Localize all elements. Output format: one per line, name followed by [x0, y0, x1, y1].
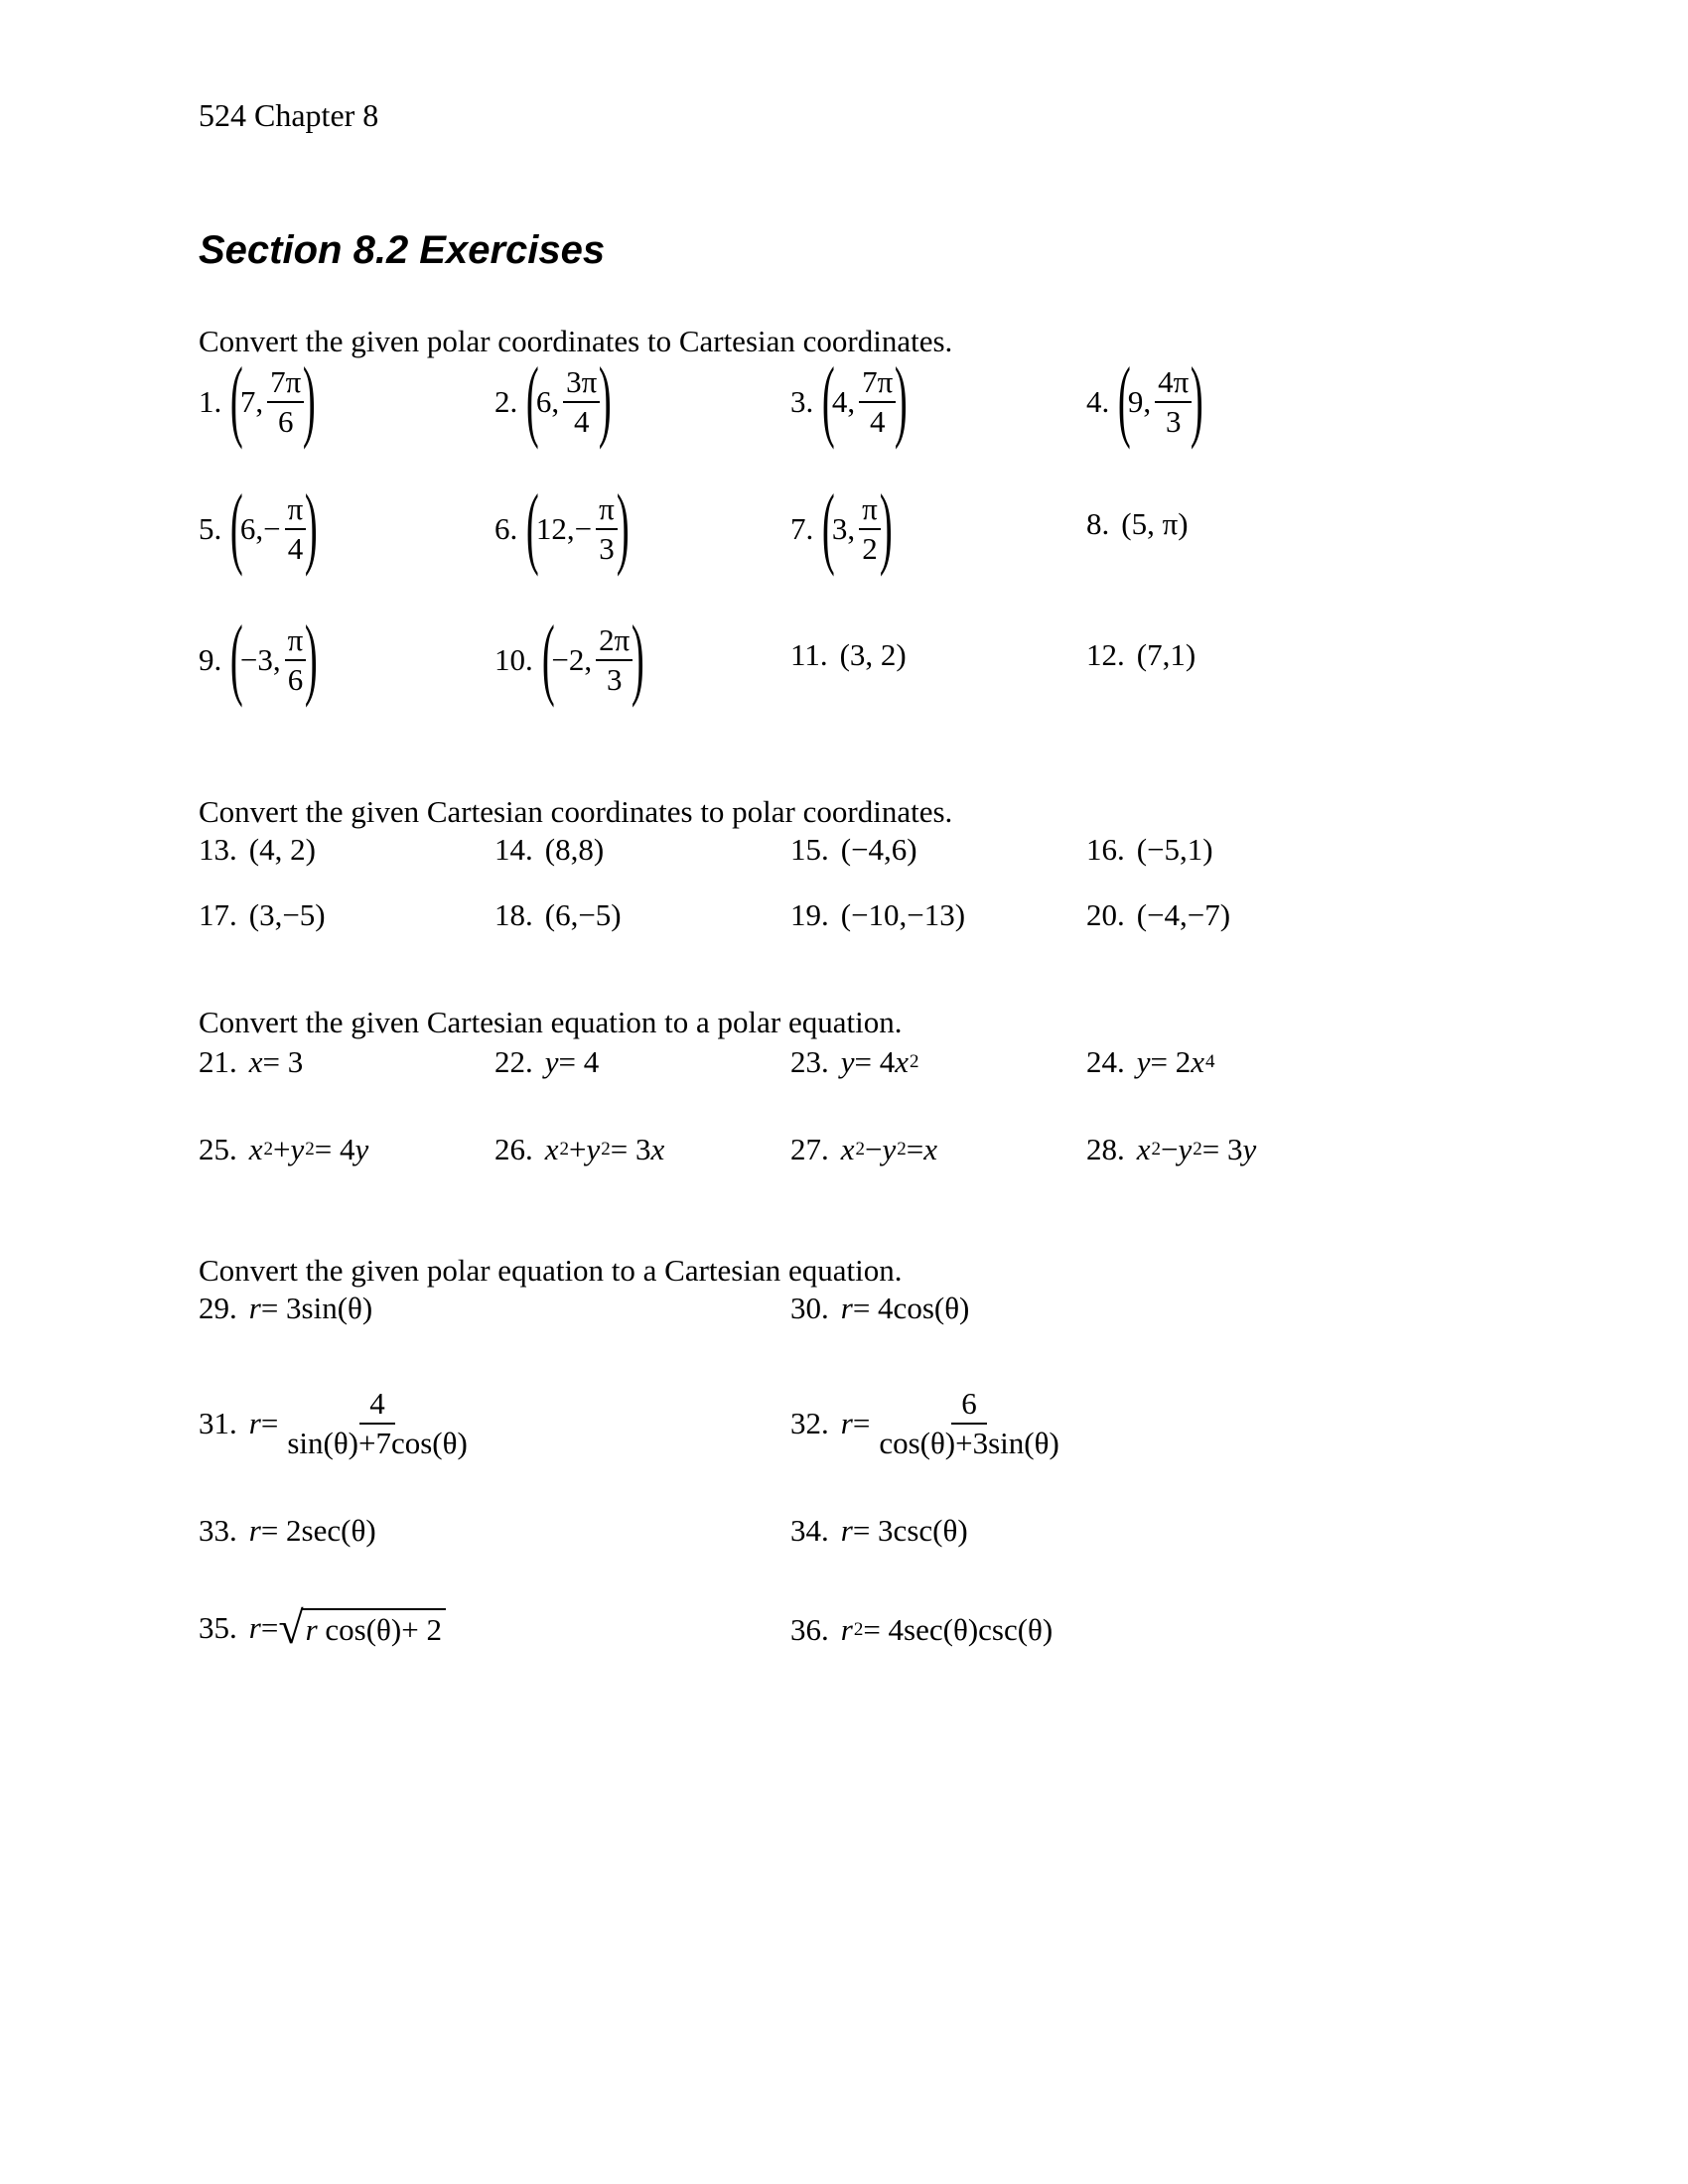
exercise-14: 14. (8,8)	[494, 832, 605, 867]
fraction: $\frac{\pi}{4}$	[285, 490, 307, 568]
fraction-31: $\frac{4}{\sin(\theta)+7\cos(\theta)}$	[287, 1386, 468, 1460]
exercise-3: 3. ( 4, $\frac{7\pi}{4}$ )	[790, 348, 909, 450]
exercise-9: 9. ( −3, $\frac{\pi}{6}$ )	[199, 607, 319, 708]
exercise-36: 36. r 2 = 4sec(θ)csc(θ)	[790, 1612, 1054, 1647]
exercise-1: 1. ( 7, $\frac{7\pi}{6}$ )	[199, 348, 317, 450]
exercise-17: 17. (3,−5)	[199, 897, 326, 932]
exercise-2: 2. ( 6, $\frac{3\pi}{4}$ )	[494, 348, 613, 450]
exercise-28: 28. x 2 − y 2 = 3 y	[1086, 1132, 1257, 1166]
fraction: $\frac{\pi}{3}$	[596, 490, 618, 568]
fraction-32: $\frac{6}{\cos(\theta)+3\sin(\theta)}$	[879, 1386, 1059, 1460]
fraction: $\frac{\pi}{6}$	[285, 621, 307, 699]
exercise-16: 16. (−5,1)	[1086, 832, 1213, 867]
exercise-29: 29. r = 3sin(θ)	[199, 1291, 373, 1325]
exercise-25: 25. x 2 + y 2 = 4 y	[199, 1132, 369, 1166]
exercise-4: 4. ( 9, $\frac{4\pi}{3}$ )	[1086, 348, 1204, 450]
exercise-5: 5. ( 6,− $\frac{\pi}{4}$ )	[199, 476, 319, 577]
exercise-31: 31. r = $\frac{4}{\sin(\theta)+7\cos(\theta)}$	[199, 1385, 473, 1462]
exercise-27: 27. x 2 − y 2 = x	[790, 1132, 938, 1166]
exercise-22: 22. y = 4	[494, 1044, 600, 1079]
exercise-18: 18. (6,−5)	[494, 897, 622, 932]
exercise-26: 26. x 2 + y 2 = 3 x	[494, 1132, 665, 1166]
exercise-6: 6. ( 12,− $\frac{\pi}{3}$ )	[494, 476, 630, 577]
exercise-10: 10. ( −2, $\frac{2\pi}{3}$ )	[494, 607, 645, 708]
instruction-cartesian-eq-to-polar: Convert the given Cartesian equation to a polar equation.	[199, 1005, 903, 1039]
exercise-34: 34. r = 3csc(θ)	[790, 1513, 968, 1548]
exercise-19: 19. (−10,−13)	[790, 897, 966, 932]
exercise-35: 35. r = √ r cos(θ)+ 2	[199, 1608, 446, 1648]
section-title: Section 8.2 Exercises	[199, 228, 606, 272]
instruction-polar-to-cartesian: Convert the given polar coordinates to Cartesian coordinates.	[199, 324, 953, 358]
exercise-13: 13. (4, 2)	[199, 832, 316, 867]
exercise-11: 11. (3, 2)	[790, 637, 907, 672]
exercise-20: 20. (−4,−7)	[1086, 897, 1231, 932]
fraction: $\frac{4\pi}{3}$	[1155, 363, 1192, 441]
exercise-33: 33. r = 2sec(θ)	[199, 1513, 376, 1548]
exercise-30: 30. r = 4cos(θ)	[790, 1291, 970, 1325]
square-root: √ r cos(θ)+ 2	[278, 1608, 446, 1648]
fraction: $\frac{7\pi}{6}$	[267, 363, 304, 441]
fraction: $\frac{2\pi}{3}$	[596, 621, 633, 699]
exercise-21: 21. x = 3	[199, 1044, 304, 1079]
fraction: $\frac{\pi}{2}$	[859, 490, 881, 568]
exercise-15: 15. (−4,6)	[790, 832, 917, 867]
page-header: 524 Chapter 8	[199, 97, 379, 133]
instruction-polar-eq-to-cartesian: Convert the given polar equation to a Cartesian equation.	[199, 1253, 903, 1288]
exercise-7: 7. ( 3, $\frac{\pi}{2}$ )	[790, 476, 893, 577]
exercise-24: 24. y = 2 x 4	[1086, 1044, 1215, 1079]
exercise-12: 12. (7,1)	[1086, 637, 1196, 672]
fraction: $\frac{7\pi}{4}$	[859, 363, 896, 441]
fraction: $\frac{3\pi}{4}$	[563, 363, 600, 441]
exercise-32: 32. r = $\frac{6}{\cos(\theta)+3\sin(\theta)}$	[790, 1385, 1064, 1462]
exercise-23: 23. y = 4 x 2	[790, 1044, 919, 1079]
instruction-cartesian-to-polar: Convert the given Cartesian coordinates to polar coordinates.	[199, 794, 953, 829]
exercise-8: 8. (5, π)	[1086, 506, 1189, 541]
